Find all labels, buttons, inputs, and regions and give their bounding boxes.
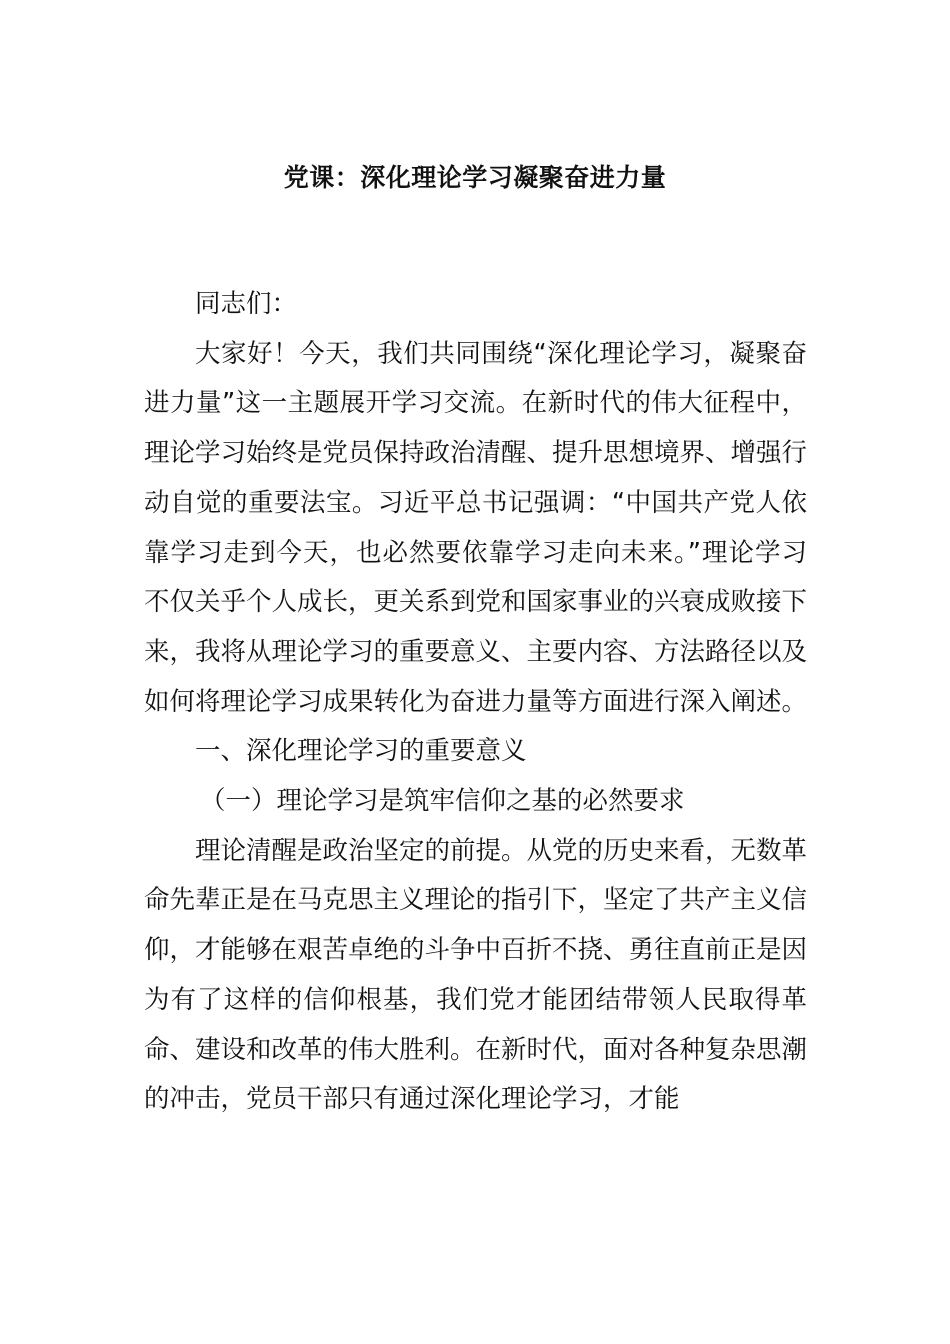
document-title: 党课：深化理论学习凝聚奋进力量 xyxy=(283,163,667,192)
paragraph-body: 理论清醒是政治坚定的前提。从党的历史来看，无数革命先辈正是在马克思主义理论的指引下，坚定了共产主义信仰，才能够在艰苦卓绝的斗争中百折不挠、勇往直前正是因为有了这样的信仰根基，我们党才能团结带领人民取得革命、建设和改革的伟大胜利。在新时代，面对各种复杂思潮的冲击，党员干部只有通过深化理论学习，才能 xyxy=(144,835,808,1115)
section-heading: 一、深化理论学习的重要意义 xyxy=(195,736,527,767)
paragraph-intro: 大家好！今天，我们共同围绕“深化理论学习，凝聚奋进力量”这一主题展开学习交流。在新时代的伟大征程中，理论学习始终是党员保持政治清醒、提升思想境界、增强行动自觉的重要法宝。习近平总书记强调：“中国共产党人依靠学习走到今天，也必然要依靠学习走向未来。”理论学习不仅关乎个人成长，更关系到党和国家事业的兴衰成败接下来，我将从理论学习的重要意义、主要内容、方法路径以及如何将理论学习成果转化为奋进力量等方面进行深入阐述。 xyxy=(144,338,808,717)
salutation: 同志们： xyxy=(195,289,298,319)
subsection-heading: （一）理论学习是筑牢信仰之基的必然要求 xyxy=(200,786,685,817)
document-body xyxy=(144,280,807,1125)
